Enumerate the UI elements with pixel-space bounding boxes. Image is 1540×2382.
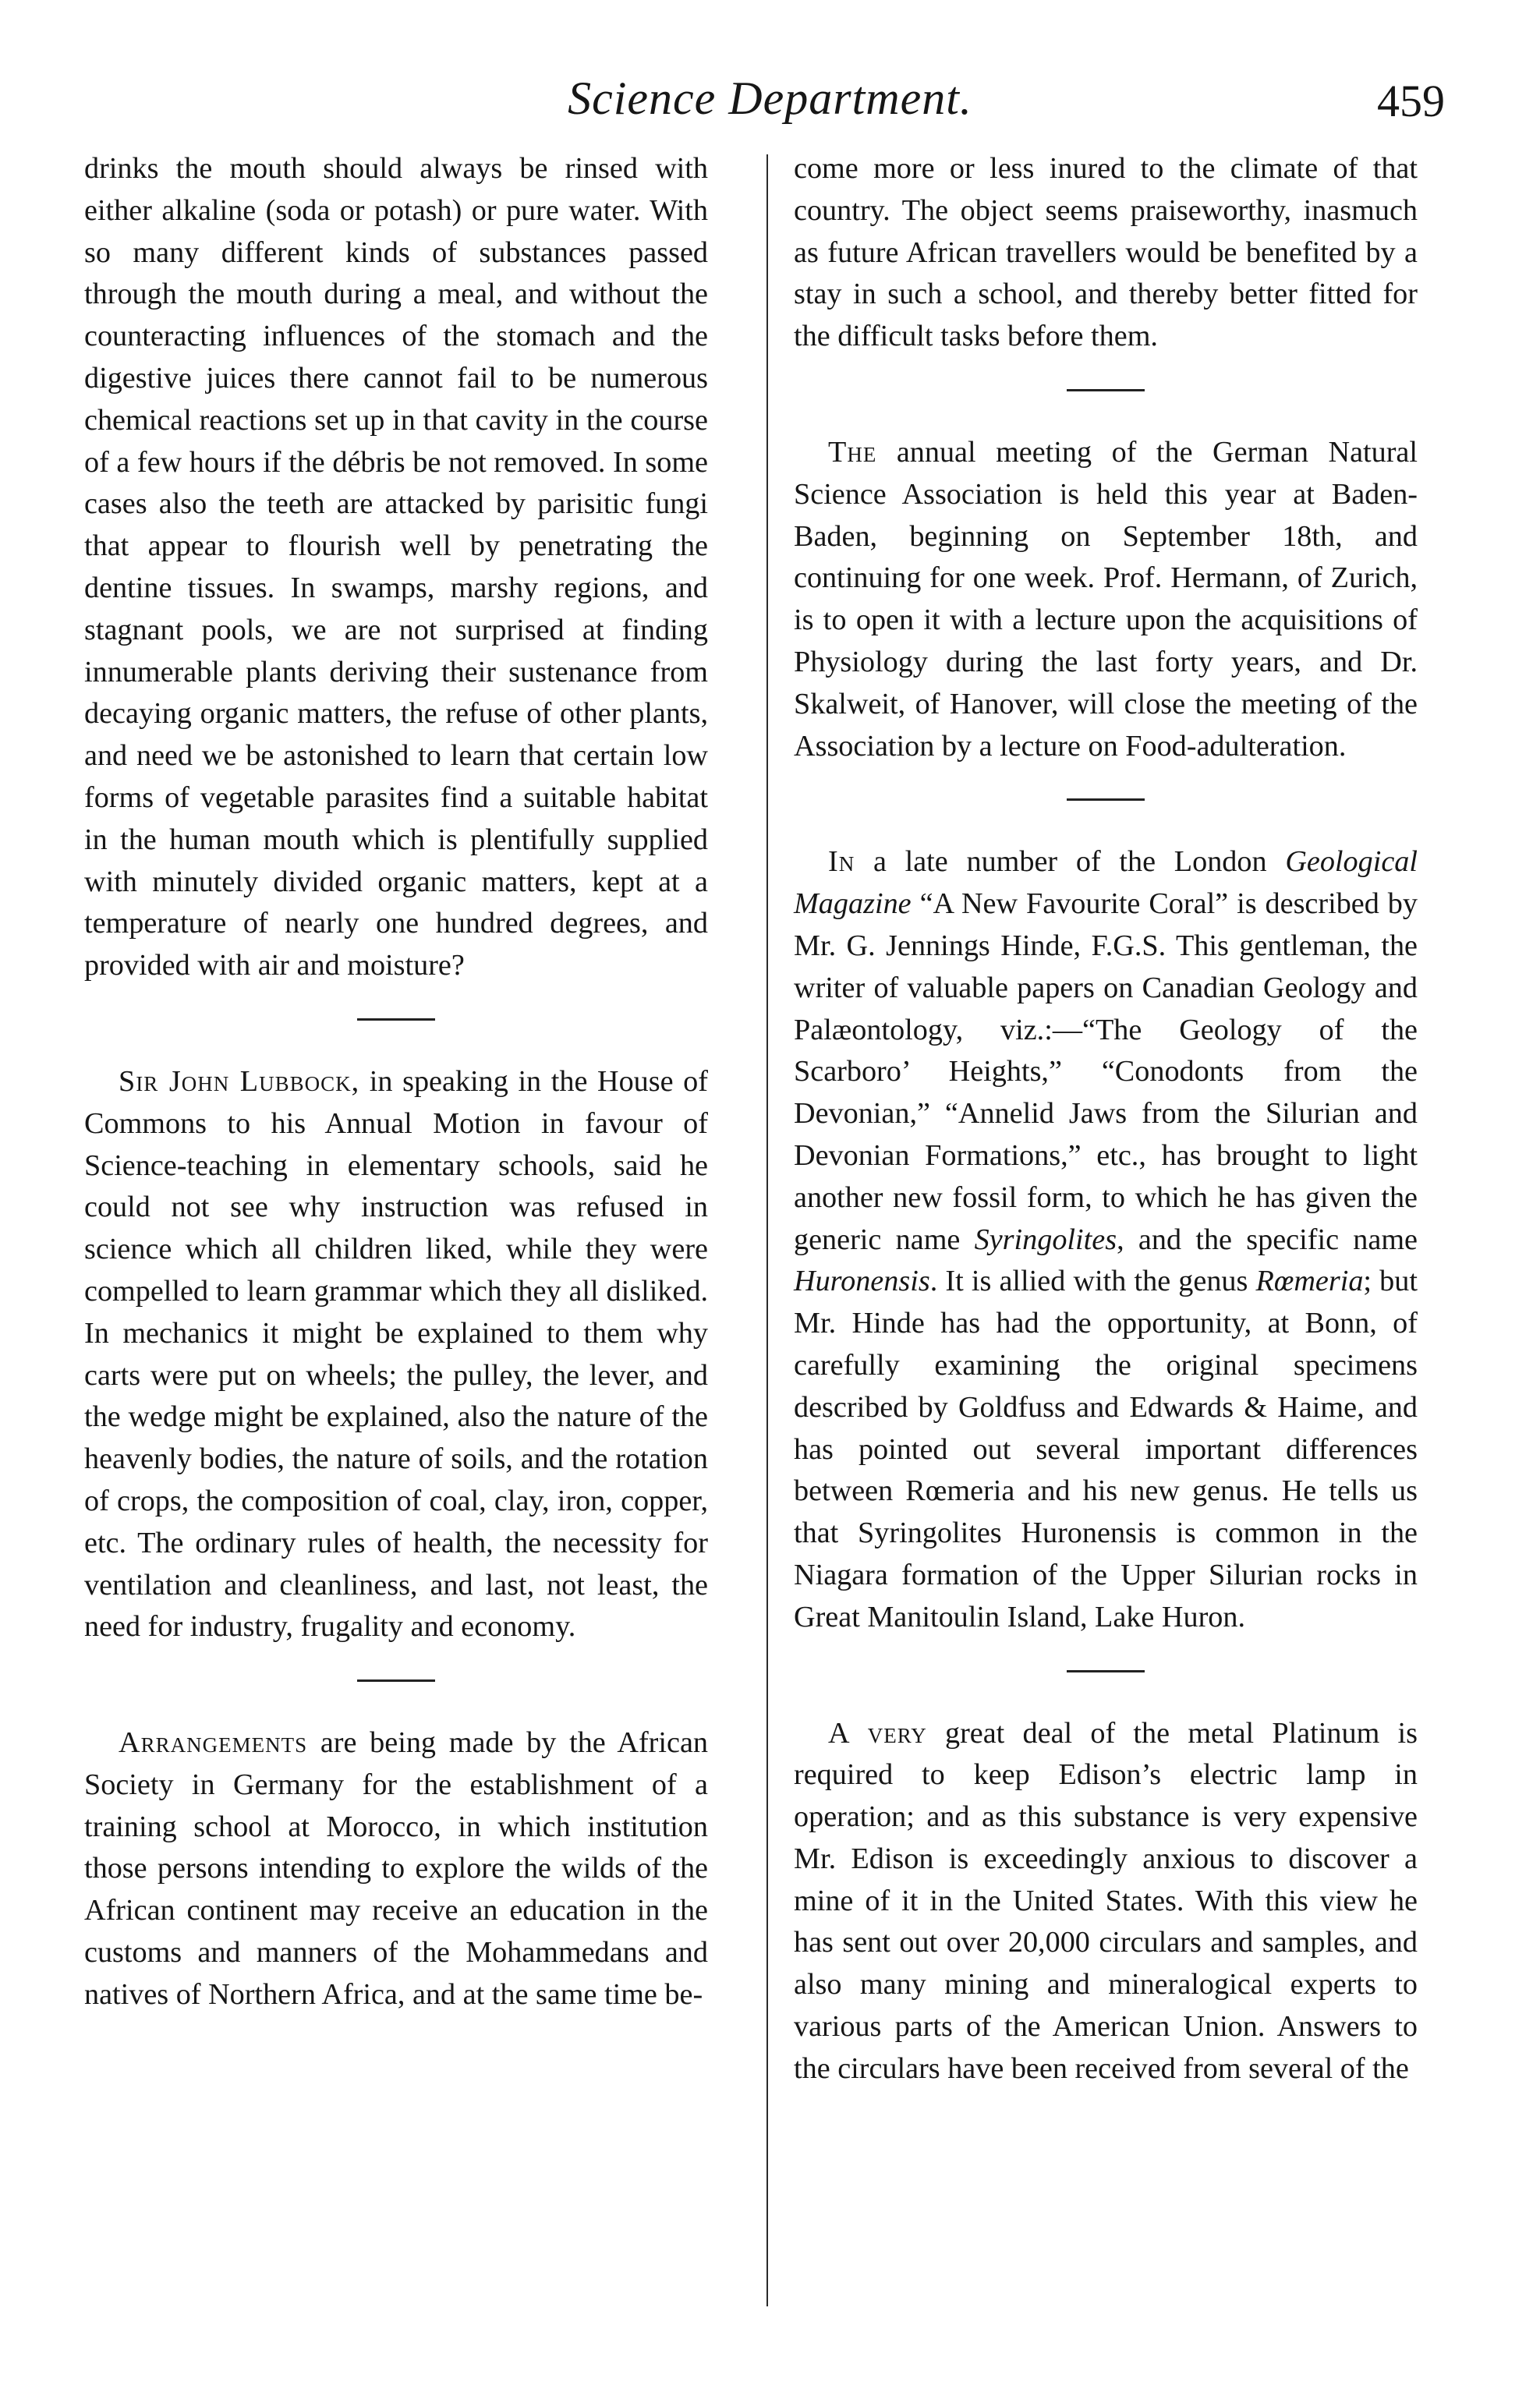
paragraph-text: ; but Mr. Hinde has had the opportunity, at Bonn, of carefully examining the original specimens described by Goldfuss and Edwards & Haime, and has pointed out several important differences between Rœmeria and his new genus. He tells us that Syringolites Huronensis is common in the Niagara formation of the Upper Silurian rocks in Great Manitoulin Island, Lake Huron. bbox=[794, 1265, 1418, 1633]
paragraph-body: in speaking in the House of Commons to his Annual Motion in favour of Science-teaching in elementary schools, said he could not see why instruction was refused in science which all children liked, while they were compelled to learn grammar which they all disliked. In mechanics it might be explained to them why carts were put on wheels; the pulley, the lever, and the wedge might be explained, also the nature of the heavenly bodies, the nature of soils, and the rotation of crops, the composition of coal, clay, iron, copper, etc. The ordinary rules of health, the necessity for ventilation and cleanliness, and last, not least, the need for industry, frugality and economy. bbox=[84, 1064, 708, 1644]
section-separator bbox=[1067, 389, 1145, 391]
paragraph-lead: In bbox=[828, 845, 855, 879]
section-separator bbox=[1067, 1670, 1145, 1672]
paragraph-lubbock bbox=[84, 1061, 708, 1648]
right-column bbox=[794, 148, 1418, 2090]
species-name: Huronensis bbox=[794, 1265, 930, 1298]
column-divider bbox=[766, 154, 768, 2306]
paragraph-lead: A very bbox=[828, 1716, 927, 1750]
paragraph-text: . It is allied with the genus bbox=[929, 1265, 1256, 1298]
paragraph-body: great deal of the metal Platinum is required to keep Edison’s electric lamp in operation; and as this substance is very expensive Mr. Edison is exceedingly anxious to discover a mine of it in the United States. With this view he has sent out over 20,000 circulars and samples, and also many mining and mineralogical experts to various parts of the American Union. Answers to the circulars have been received from several of the bbox=[794, 1716, 1418, 2085]
paragraph-text: a late number of the London bbox=[855, 845, 1286, 879]
paragraph-lead: Arrangements bbox=[119, 1726, 308, 1760]
page-number: 459 bbox=[1377, 76, 1445, 126]
paragraph-african-society bbox=[84, 1722, 708, 2016]
paragraph-body: annual meeting of the German Natural Science Association is held this year at Baden-Baden, beginning on September 18th, and continuing for one week. Prof. Hermann, of Zurich, is to open it with a lecture upon the acquisitions of Physiology during the last forty years, and Dr. Skalweit, of Hanover, will close the meeting of the Association by a lecture on Food-adulteration. bbox=[794, 435, 1418, 763]
paragraph-lead: The bbox=[828, 435, 877, 469]
genus-name: Syringolites bbox=[974, 1223, 1117, 1256]
paragraph-continued: come more or less inured to the climate of that country. The object seems praiseworthy, inasmuch as future African travellers would be benefited by a stay in such a school, and thereby better fitted for the difficult tasks before them. bbox=[794, 152, 1418, 353]
left-column bbox=[84, 148, 708, 2016]
page-header bbox=[0, 72, 1540, 142]
paragraph-german-association bbox=[794, 432, 1418, 767]
section-separator bbox=[357, 1018, 435, 1021]
paragraph-text: , and the specific name bbox=[1117, 1223, 1418, 1256]
running-head-title: Science Department. bbox=[568, 73, 972, 124]
roemeria-genus: Rœmeria bbox=[1255, 1265, 1364, 1298]
section-separator bbox=[1067, 798, 1145, 801]
paragraph-lead: Sir John Lubbock, bbox=[119, 1064, 360, 1098]
magazine-name: Geological Magazine bbox=[794, 845, 1418, 921]
paragraph-body: are being made by the African Society in Germany for the establishment of a training school at Morocco, in which institution those persons intending to explore the wilds of the African continent may receive an education in the customs and manners of the Mohammedans and natives of Northern Africa, and at the same time be- bbox=[84, 1726, 708, 2011]
paragraph-text: “A New Favourite Coral” is described by Mr. G. Jennings Hinde, F.G.S. This gentleman, the writer of valuable papers on Canadian Geology and Palæontology, viz.:—“The Geology of the Scarboro’ Heights,” “Conodonts from the Devonian,” “Annelid Jaws from the Silurian and Devonian Formations,” etc., has brought to light another new fossil form, to which he has given the generic name bbox=[794, 887, 1418, 1256]
paragraph-platinum bbox=[794, 1713, 1418, 2090]
paragraph-mouth-rinsing: drinks the mouth should always be rinsed with either alkaline (soda or potash) or pure water. With so many different kinds of substances passed through the mouth during a meal, and without the counteracting influences of the stomach and the digestive juices there cannot fail to be numerous chemical reactions set up in that cavity in the course of a few hours if the débris be not removed. In some cases also the teeth are attacked by parisitic fungi that appear to flourish well by penetrating the dentine tissues. In swamps, marshy regions, and stagnant pools, we are not surprised at finding innumerable plants deriving their sustenance from decaying organic matters, the refuse of other plants, and need we be astonished to learn that certain low forms of vegetable parasites find a suitable habitat in the human mouth which is plentifully supplied with minutely divided organic matters, kept at a temperature of nearly one hundred degrees, and provided with air and moisture? bbox=[84, 152, 708, 982]
paragraph-favourite-coral bbox=[794, 841, 1418, 1638]
section-separator bbox=[357, 1679, 435, 1682]
